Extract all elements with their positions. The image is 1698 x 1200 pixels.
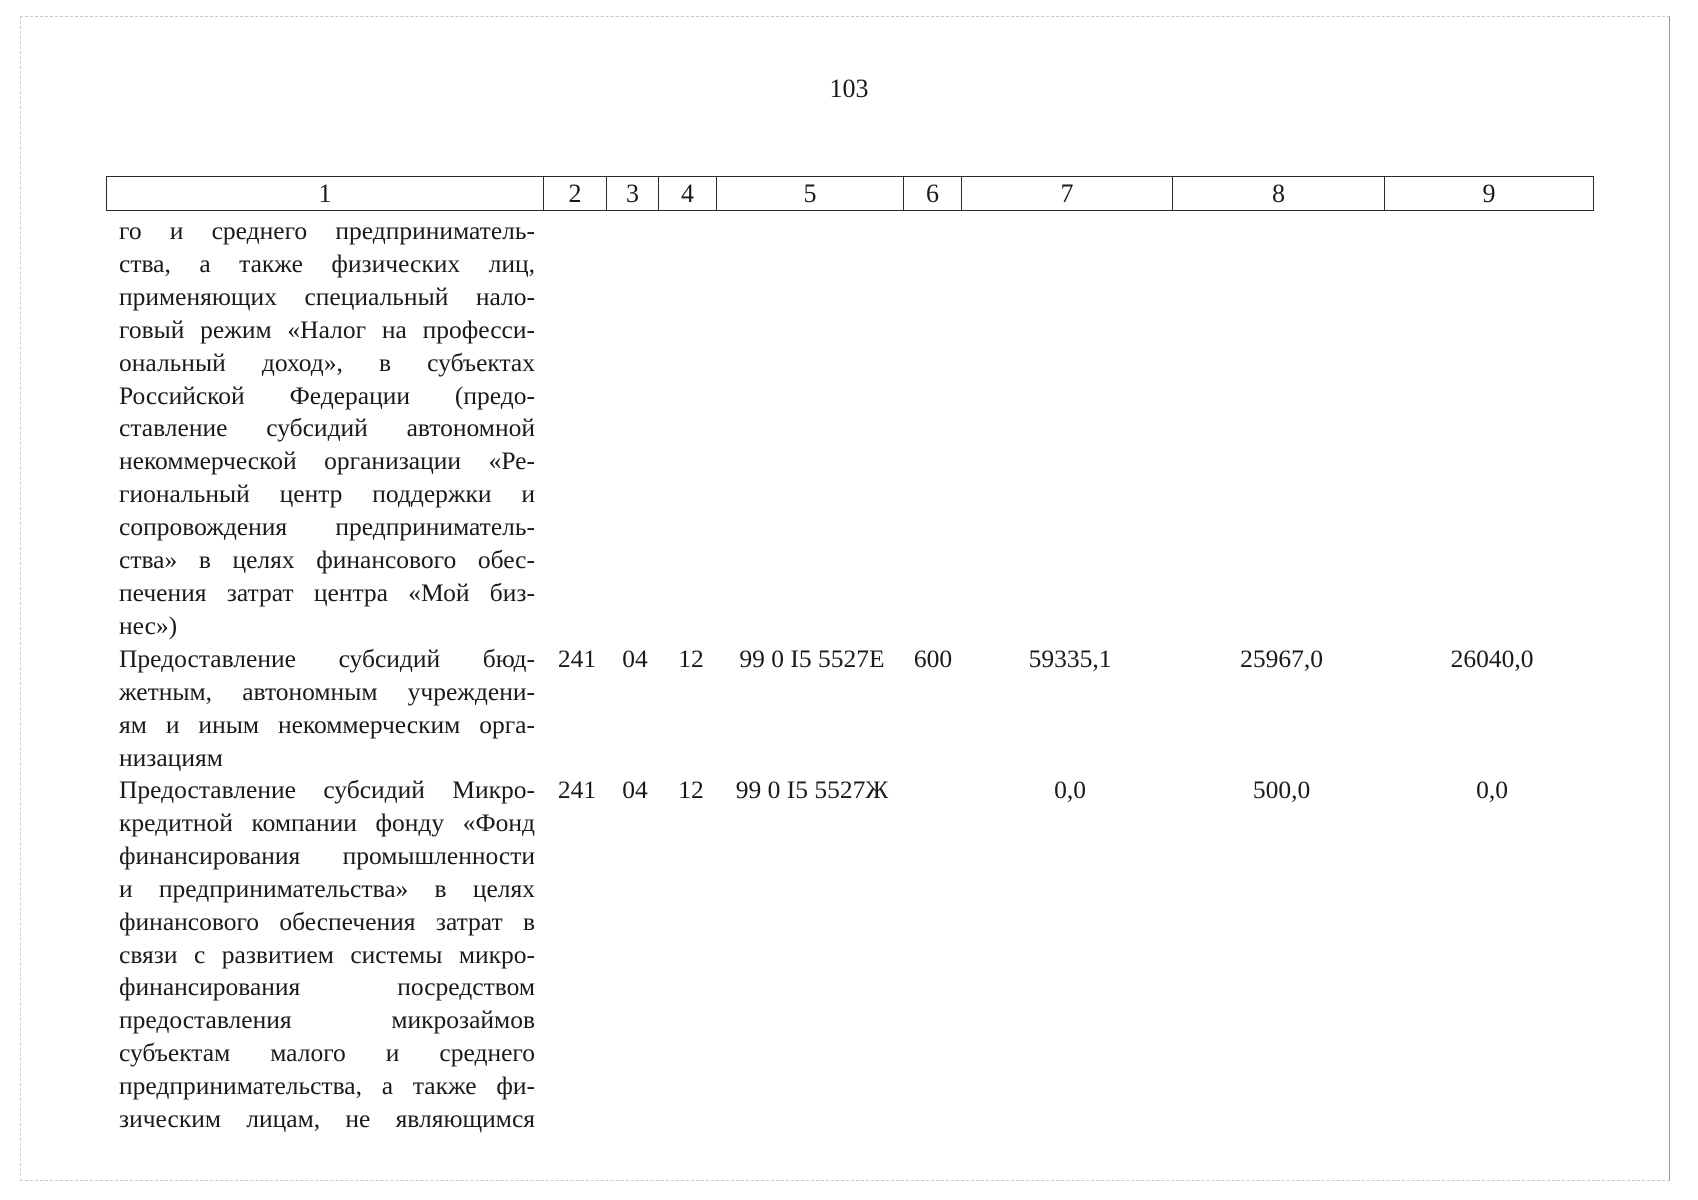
column-header-8: 8 xyxy=(1173,177,1385,211)
page-number: 103 xyxy=(829,74,869,103)
row-2-col-9: 26040,0 xyxy=(1450,644,1534,673)
row-1-line: говый режим «Налог на професси- xyxy=(119,314,535,344)
row-3-line: и предпринимательства» в целях xyxy=(119,873,535,903)
column-header-4: 4 xyxy=(659,177,717,211)
row-2-col-2: 241 xyxy=(557,644,597,673)
row-1-line: некоммерческой организации «Ре- xyxy=(119,446,535,476)
row-3-line: финансирования посредством xyxy=(119,972,535,1002)
row-1-line: го и среднего предприниматель- xyxy=(119,216,535,245)
row-3-col-2: 241 xyxy=(557,775,597,804)
row-1-line: Российской Федерации (предо- xyxy=(119,380,535,410)
row-1-line: ства» в целях финансового обес- xyxy=(119,545,535,575)
row-2-col-8: 25967,0 xyxy=(1240,644,1323,673)
row-3-line: связи с развитием системы микро- xyxy=(119,939,535,969)
column-header-2: 2 xyxy=(544,177,607,211)
column-header-1: 1 xyxy=(107,177,544,211)
column-header-6: 6 xyxy=(904,177,962,211)
column-header-3: 3 xyxy=(607,177,659,211)
row-2-col-7: 59335,1 xyxy=(1028,644,1112,673)
row-2-line: низациям xyxy=(119,742,223,772)
row-3-line: кредитной компании фонду «Фонд xyxy=(119,807,535,837)
row-3-col-3: 04 xyxy=(622,775,648,804)
row-1-line: ональный доход», в субъектах xyxy=(119,347,535,377)
row-2-line: Предоставление субсидий бюд- xyxy=(119,644,535,673)
row-1-line: нес») xyxy=(119,610,178,640)
row-3-col-7: 0,0 xyxy=(1054,775,1086,804)
row-3-col-4: 12 xyxy=(678,775,704,804)
row-3-col-5: 99 0 I5 5527Ж xyxy=(735,775,889,804)
row-1-line: сопровождения предприниматель- xyxy=(119,512,535,542)
row-1-line: ства, а также физических лиц, xyxy=(119,248,535,278)
row-1-line: печения затрат центра «Мой биз- xyxy=(119,577,535,607)
row-1-line: применяющих специальный нало- xyxy=(119,281,535,311)
row-2-line: жетным, автономным учреждени- xyxy=(119,676,535,706)
row-3-line: финансового обеспечения затрат в xyxy=(119,906,535,936)
row-2-line: ям и иным некоммерческим орга- xyxy=(119,709,535,739)
row-3-line: предоставления микрозаймов xyxy=(119,1005,535,1035)
column-header-5: 5 xyxy=(717,177,904,211)
row-3-col-9: 0,0 xyxy=(1476,775,1508,804)
row-1-line: гиональный центр поддержки и xyxy=(119,479,535,509)
row-2-col-3: 04 xyxy=(622,644,648,673)
row-3-col-8: 500,0 xyxy=(1252,775,1311,804)
column-header-7: 7 xyxy=(962,177,1173,211)
row-2-col-4: 12 xyxy=(678,644,704,673)
row-3-line: Предоставление субсидий Микро- xyxy=(119,775,535,804)
row-1-line: ставление субсидий автономной xyxy=(119,413,535,443)
column-header-table xyxy=(106,176,1594,211)
row-3-line: финансирования промышленности xyxy=(119,840,535,870)
row-3-line: зическим лицам, не являющимся xyxy=(119,1104,535,1134)
row-2-col-5: 99 0 I5 5527Е xyxy=(739,644,885,673)
row-3-description xyxy=(119,774,535,1136)
row-2-col-6: 600 xyxy=(913,644,953,673)
row-3-line: субъектам малого и среднего xyxy=(119,1038,535,1068)
row-3-line: предпринимательства, а также фи- xyxy=(119,1071,535,1101)
row-1-description xyxy=(119,215,535,643)
row-2-description xyxy=(119,643,535,775)
column-header-9: 9 xyxy=(1385,177,1594,211)
